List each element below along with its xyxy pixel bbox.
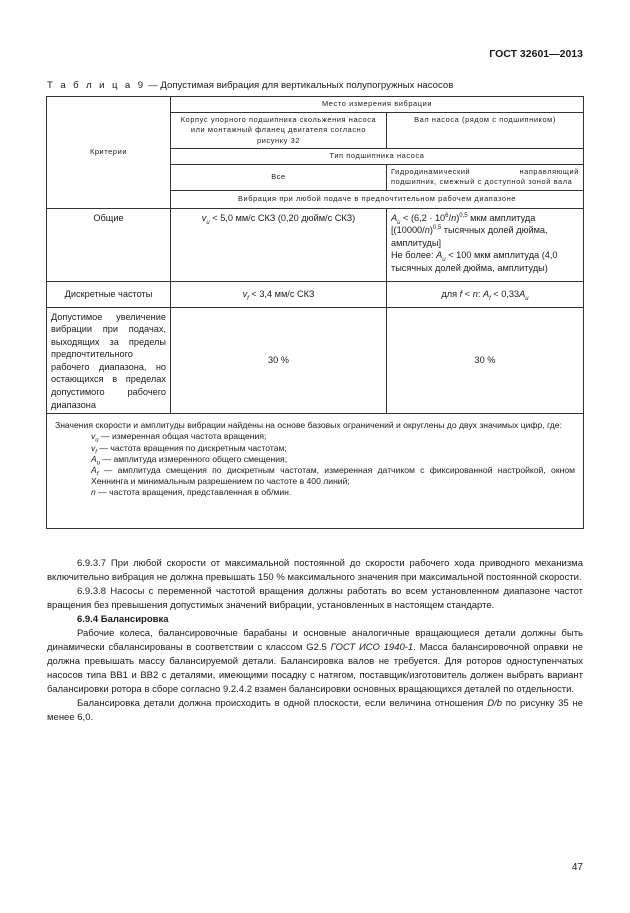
- table-notes: [47, 414, 584, 529]
- discrete-housing: $v_f < 3,4$ мм/с СКЗ: [171, 281, 387, 307]
- standard-reference: ГОСТ ИСО 1940-1: [330, 642, 414, 653]
- table-caption: [47, 80, 453, 91]
- standard-header: ГОСТ 32601—2013: [489, 48, 583, 60]
- all-bearings-header: Все: [171, 164, 387, 190]
- overall-housing: $v_u < 5,0$ мм/с СКЗ (0,20 дюйм/с СКЗ): [171, 208, 387, 281]
- note-au: $A_u$ — амплитуда измеренного общего смещения;: [91, 453, 288, 467]
- increase-label: Допустимое увеличение вибрации при подачах, выходящих за пределы предпочтительного рабочего диапазона, но остающихся в пределах допустимого рабочего диапазона: [47, 307, 171, 414]
- note-vf: $v_f$ — частота вращения по дискретным частотам;: [91, 442, 287, 456]
- page-number: 47: [571, 862, 583, 873]
- paragraph-6-9-3-7: 6.9.3.7 При любой скорости от максимальной постоянной до скорости рабочего хода приводного механизма включительно вибрация не должна превышать 150 % максимального значения при максимальной постоянной скорости.: [47, 558, 583, 583]
- vibration-table: [46, 96, 584, 529]
- any-flow-header: Вибрация при любой подаче в предпочтительном рабочем диапазоне: [171, 190, 584, 208]
- shaft-header: Вал насоса (рядом с подшипником): [387, 112, 584, 149]
- section-heading-balancing: 6.9.4 Балансировка: [77, 614, 169, 625]
- increase-housing: 30 %: [171, 307, 387, 414]
- table-row-overall: [47, 208, 584, 281]
- table-row-discrete: [47, 281, 584, 307]
- paragraph-6-9-3-8: 6.9.3.8 Насосы с переменной частотой вращения должны работать во всем установленном диапазоне частот вращения без превышения допустимых значений вибрации, установленных в настоящем стандарте.: [47, 586, 583, 611]
- hydro-bearing-header: Гидродинамический направляющий подшипник, смежный с доступной зоной вала: [387, 164, 584, 190]
- overall-label: Общие: [47, 208, 171, 281]
- paragraph-single-plane: Балансировка детали должна происходить в одной плоскости, если величина отношения D/b по рисунку 35 не менее 6,0.: [47, 698, 583, 723]
- table-row-increase: [47, 307, 584, 414]
- table-label: Т а б л и ц а 9: [47, 80, 146, 91]
- table-title: — Допустимая вибрация для вертикальных полупогружных насосов: [145, 80, 454, 91]
- note-af: $A_f$ — амплитуда смещения по дискретным частотам, измеренная датчиком с фиксированной настройкой, окном Хеннинга и минимальным разрешением по частоте в 400 линий;: [91, 465, 576, 487]
- increase-shaft: 30 %: [387, 307, 584, 414]
- bearing-type-header: Тип подшипника насоса: [171, 149, 584, 165]
- criteria-header: Критерии: [47, 97, 171, 209]
- location-header: Место измерения вибрации: [171, 97, 584, 113]
- discrete-shaft: для f < n: $A_f < 0,33A_u$: [387, 281, 584, 307]
- note-vu: $v_u$ — измеренная общая частота вращения;: [91, 431, 267, 445]
- table-notes-row: [47, 414, 584, 529]
- overall-shaft: $A_u < (6,2 \cdot 10^6/n)^{0,5}$ мкм амплитуда [$(10000/n)^{0,5}$ тысячных долей дюйма, амплитуды] Не более: $A_u < 100$ мкм амплитуда (4,0 тысячных долей дюйма, амплитуды): [387, 208, 584, 281]
- discrete-label: Дискретные частоты: [47, 281, 171, 307]
- body-text: [47, 557, 583, 725]
- housing-header: Корпус упорного подшипника скольжения насоса или монтажный фланец двигателя согласно рисунку 32: [171, 112, 387, 149]
- paragraph-balancing: Рабочие колеса, балансировочные барабаны и основные аналогичные вращающиеся детали должны быть динамически сбалансированы в соответствии с классом G2.5 ГОСТ ИСО 1940-1. Масса балансировочной оправки не должна превышать массу балансируемой детали. Балансировка валов не требуется. Для роторов одноступенчатых насосов типа ВВ1 и ВВ2 с деталями, имеющими посадку с натягом, поставщик/изготовитель должен выбрать вариант балансировки ротора в сборе согласно 9.2.4.2 взамен балансировки основных вращающихся деталей по отдельности.: [47, 628, 584, 695]
- note-n: n — частота вращения, представленная в об/мин.: [91, 487, 292, 498]
- notes-intro: Значения скорости и амплитуды вибрации найдены на основе базовых ограничений и округлены до двух значимых цифр, где:: [55, 420, 562, 431]
